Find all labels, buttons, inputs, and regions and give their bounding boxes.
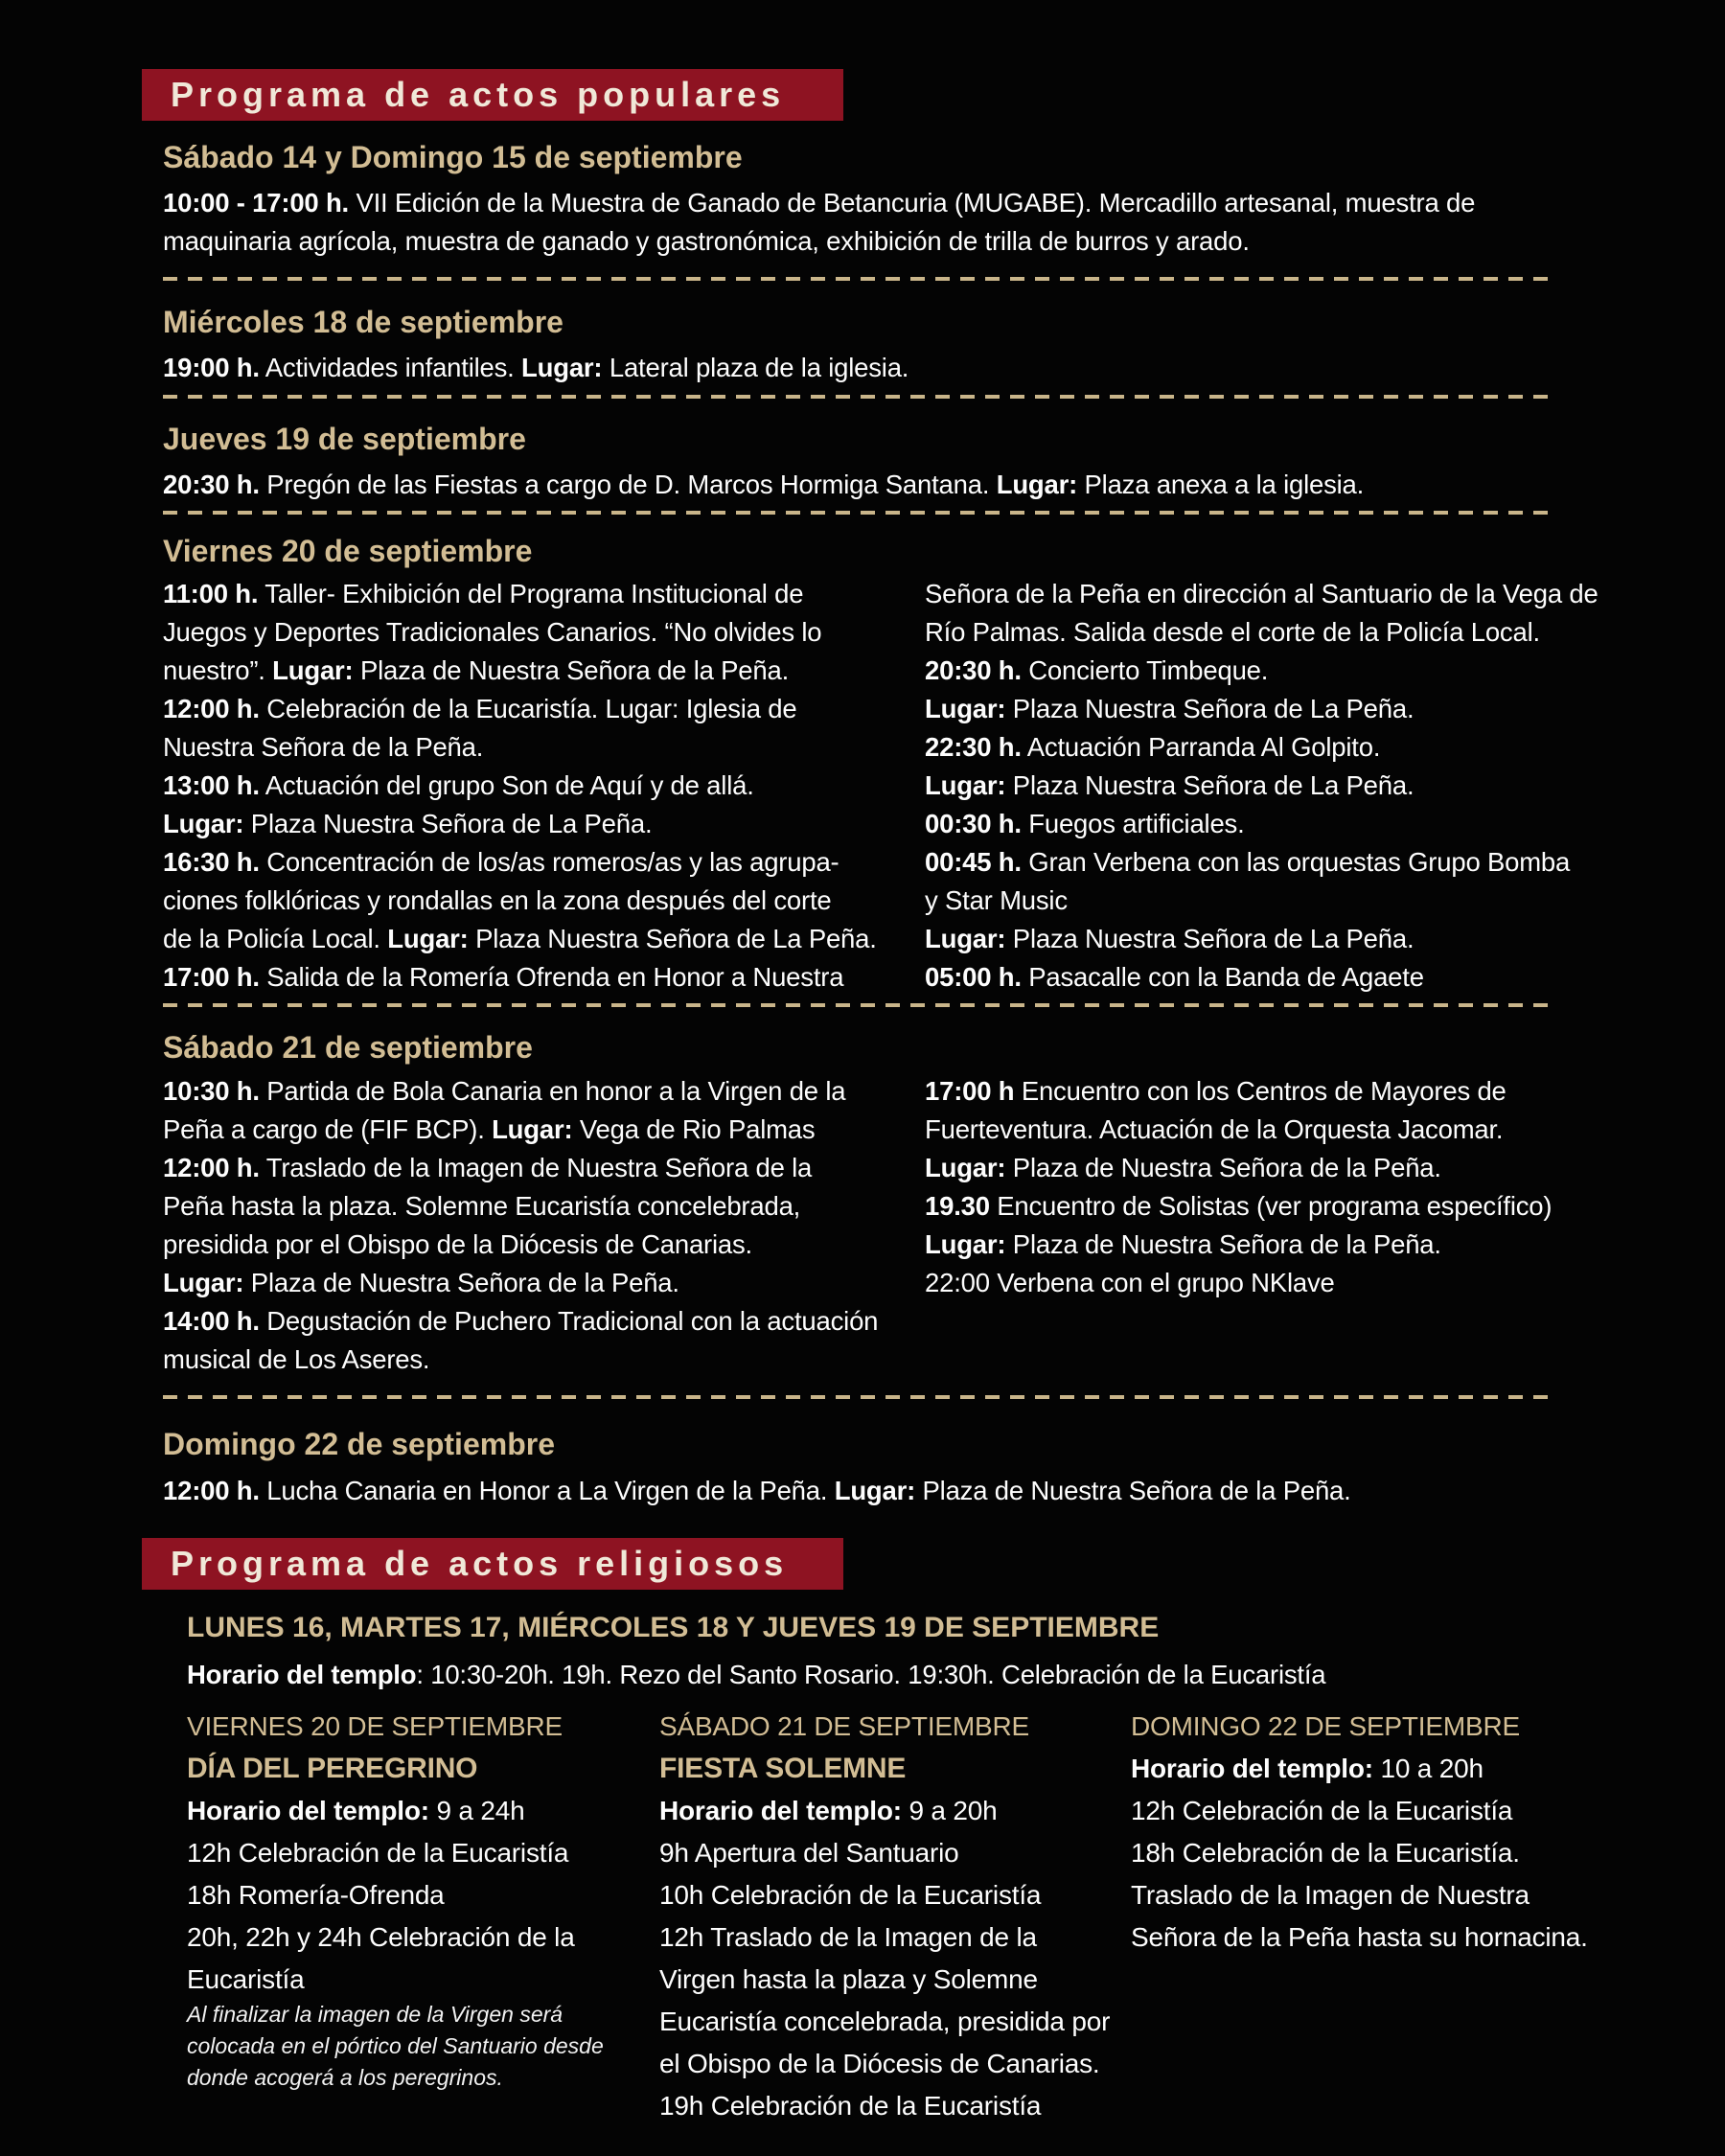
text-line: Virgen hasta la plaza y Solemne	[659, 1964, 1038, 1994]
text-line: 11:00 h. Taller- Exhibición del Programa Institucional de	[163, 579, 804, 608]
text-line: Lugar: Plaza Nuestra Señora de La Peña.	[163, 809, 653, 838]
text-line: presidida por el Obispo de la Diócesis de Canarias.	[163, 1229, 752, 1259]
religious-column-sabado	[659, 1706, 1110, 2127]
popular-program-banner	[142, 69, 843, 121]
dashed-divider	[163, 511, 1548, 515]
religious-column-viernes	[187, 1706, 575, 2001]
text-line: 10h Celebración de la Eucaristía	[659, 1880, 1042, 1910]
text-line: Lugar: Plaza de Nuestra Señora de la Peña.	[925, 1153, 1441, 1182]
text-line: 12h Celebración de la Eucaristía	[1131, 1796, 1513, 1825]
text-line: 22:00 Verbena con el grupo NKlave	[925, 1268, 1335, 1297]
religious-column-date: DOMINGO 22 DE SEPTIEMBRE	[1131, 1711, 1520, 1741]
religious-column-body	[659, 1790, 1110, 2127]
section-body-jueves-19	[163, 466, 1364, 504]
section-heading-jueves-19: Jueves 19 de septiembre	[163, 422, 526, 456]
religious-banner-title: Programa de actos religiosos	[171, 1544, 789, 1583]
religious-column-body	[1131, 1748, 1588, 1959]
text-line: Río Palmas. Salida desde el corte de la Policía Local.	[925, 617, 1540, 647]
sabado-21-right-column	[925, 1072, 1552, 1302]
section-heading-sabado-21: Sábado 21 de septiembre	[163, 1030, 533, 1065]
dashed-divider	[163, 1003, 1548, 1007]
text-line: 00:45 h. Gran Verbena con las orquestas Grupo Bomba	[925, 847, 1571, 877]
religious-intro-heading: LUNES 16, MARTES 17, MIÉRCOLES 18 Y JUEVES 19 DE SEPTIEMBRE	[187, 1612, 1160, 1643]
text-line: Lugar: Plaza Nuestra Señora de La Peña.	[925, 694, 1414, 723]
section-heading-domingo-22: Domingo 22 de septiembre	[163, 1427, 555, 1461]
text-line: 19h Celebración de la Eucaristía	[659, 2091, 1042, 2121]
text-line: 12:00 h. Lucha Canaria en Honor a La Virgen de la Peña. Lugar: Plaza de Nuestra Señora de la Peña.	[163, 1476, 1351, 1505]
dashed-divider	[163, 1395, 1548, 1399]
dashed-divider	[163, 395, 1548, 399]
viernes-20-left-column	[163, 575, 877, 997]
text-line: 19.30 Encuentro de Solistas (ver programa específico)	[925, 1191, 1552, 1221]
text-line: Lugar: Plaza de Nuestra Señora de la Peña.	[163, 1268, 679, 1297]
viernes-20-right-column	[925, 575, 1598, 997]
text-line: 14:00 h. Degustación de Puchero Tradicional con la actuación	[163, 1306, 879, 1336]
text-line: y Star Music	[925, 885, 1068, 915]
text-line: 10:30 h. Partida de Bola Canaria en honor a la Virgen de la	[163, 1076, 846, 1106]
text-line: Horario del templo: 10:30-20h. 19h. Rezo del Santo Rosario. 19:30h. Celebración de la Eucaristía	[187, 1660, 1326, 1689]
popular-banner-title: Programa de actos populares	[171, 75, 786, 114]
text-line: 20:30 h. Pregón de las Fiestas a cargo de D. Marcos Hormiga Santana. Lugar: Plaza anexa a la iglesia.	[163, 470, 1365, 499]
text-line: 20h, 22h y 24h Celebración de la	[187, 1922, 575, 1952]
text-line: Peña hasta la plaza. Solemne Eucaristía concelebrada,	[163, 1191, 801, 1221]
text-line: 18h Celebración de la Eucaristía.	[1131, 1838, 1520, 1868]
dashed-divider	[163, 277, 1548, 281]
section-body-domingo-22	[163, 1472, 1351, 1510]
pilgrims-footnote: Al finalizar la imagen de la Virgen será colocada en el pórtico del Santuario desde donde acogerá a los peregrinos.	[187, 2002, 604, 2090]
section-heading-miercoles-18: Miércoles 18 de septiembre	[163, 305, 564, 339]
religious-column-title: DÍA DEL PEREGRINO	[187, 1753, 478, 1784]
text-line: 16:30 h. Concentración de los/as romeros/as y las agrupa-	[163, 847, 840, 877]
religious-intro-body	[187, 1656, 1325, 1694]
text-line: 19:00 h. Actividades infantiles. Lugar: Lateral plaza de la iglesia.	[163, 353, 909, 382]
text-line: ciones folklóricas y rondallas en la zona después del corte	[163, 885, 832, 915]
text-line: 05:00 h. Pasacalle con la Banda de Agaete	[925, 962, 1424, 992]
text-line: 12:00 h. Celebración de la Eucaristía. Lugar: Iglesia de	[163, 694, 797, 723]
text-line: Eucaristía concelebrada, presidida por	[659, 2007, 1111, 2036]
text-line: 13:00 h. Actuación del grupo Son de Aquí y de allá.	[163, 770, 754, 800]
text-line: Señora de la Peña hasta su hornacina.	[1131, 1922, 1588, 1952]
section-body-sabado-14	[163, 184, 1475, 261]
text-line: 9h Apertura del Santuario	[659, 1838, 959, 1868]
text-line: 20:30 h. Concierto Timbeque.	[925, 655, 1269, 685]
text-line: Lugar: Plaza Nuestra Señora de La Peña.	[925, 770, 1414, 800]
text-line: Nuestra Señora de la Peña.	[163, 732, 484, 762]
text-line: 17:00 h Encuentro con los Centros de Mayores de	[925, 1076, 1506, 1106]
text-line: Horario del templo: 10 a 20h	[1131, 1754, 1484, 1783]
text-line: Horario del templo: 9 a 24h	[187, 1796, 525, 1825]
text-line: Fuerteventura. Actuación de la Orquesta Jacomar.	[925, 1114, 1504, 1144]
text-line: musical de Los Aseres.	[163, 1344, 430, 1374]
text-line: Peña a cargo de (FIF BCP). Lugar: Vega de Rio Palmas	[163, 1114, 816, 1144]
text-line: 10:00 - 17:00 h. VII Edición de la Muestra de Ganado de Betancuria (MUGABE). Mercadillo artesanal, muestra de	[163, 188, 1476, 218]
religious-column-date: VIERNES 20 DE SEPTIEMBRE	[187, 1711, 563, 1741]
section-heading-sabado-14: Sábado 14 y Domingo 15 de septiembre	[163, 140, 743, 174]
section-heading-viernes-20: Viernes 20 de septiembre	[163, 534, 533, 568]
text-line: Eucaristía	[187, 1964, 305, 1994]
text-line: Lugar: Plaza de Nuestra Señora de la Peña.	[925, 1229, 1441, 1259]
text-line: Juegos y Deportes Tradicionales Canarios. “No olvides lo	[163, 617, 822, 647]
religious-program-banner	[142, 1538, 843, 1590]
text-line: 12:00 h. Traslado de la Imagen de Nuestra Señora de la	[163, 1153, 813, 1182]
text-line: 12h Traslado de la Imagen de la	[659, 1922, 1037, 1952]
text-line: 17:00 h. Salida de la Romería Ofrenda en Honor a Nuestra	[163, 962, 844, 992]
text-line: Señora de la Peña en dirección al Santuario de la Vega de	[925, 579, 1598, 608]
religious-column-body	[187, 1790, 575, 2001]
religious-column-title: FIESTA SOLEMNE	[659, 1753, 907, 1784]
text-line: Horario del templo: 9 a 20h	[659, 1796, 998, 1825]
sabado-21-left-column	[163, 1072, 878, 1379]
text-line: Traslado de la Imagen de Nuestra	[1131, 1880, 1530, 1910]
text-line: Lugar: Plaza Nuestra Señora de La Peña.	[925, 924, 1414, 953]
text-line: 12h Celebración de la Eucaristía	[187, 1838, 569, 1868]
text-line: el Obispo de la Diócesis de Canarias.	[659, 2049, 1100, 2078]
religious-column-domingo	[1131, 1706, 1588, 1959]
religious-column-date: SÁBADO 21 DE SEPTIEMBRE	[659, 1711, 1029, 1741]
text-line: maquinaria agrícola, muestra de ganado y gastronómica, exhibición de trilla de burros y arado.	[163, 226, 1250, 256]
text-line: nuestro”. Lugar: Plaza de Nuestra Señora de la Peña.	[163, 655, 790, 685]
text-line: de la Policía Local. Lugar: Plaza Nuestra Señora de La Peña.	[163, 924, 877, 953]
text-line: 22:30 h. Actuación Parranda Al Golpito.	[925, 732, 1381, 762]
section-body-miercoles-18	[163, 349, 908, 387]
text-line: 00:30 h. Fuegos artificiales.	[925, 809, 1245, 838]
text-line: 18h Romería-Ofrenda	[187, 1880, 445, 1910]
